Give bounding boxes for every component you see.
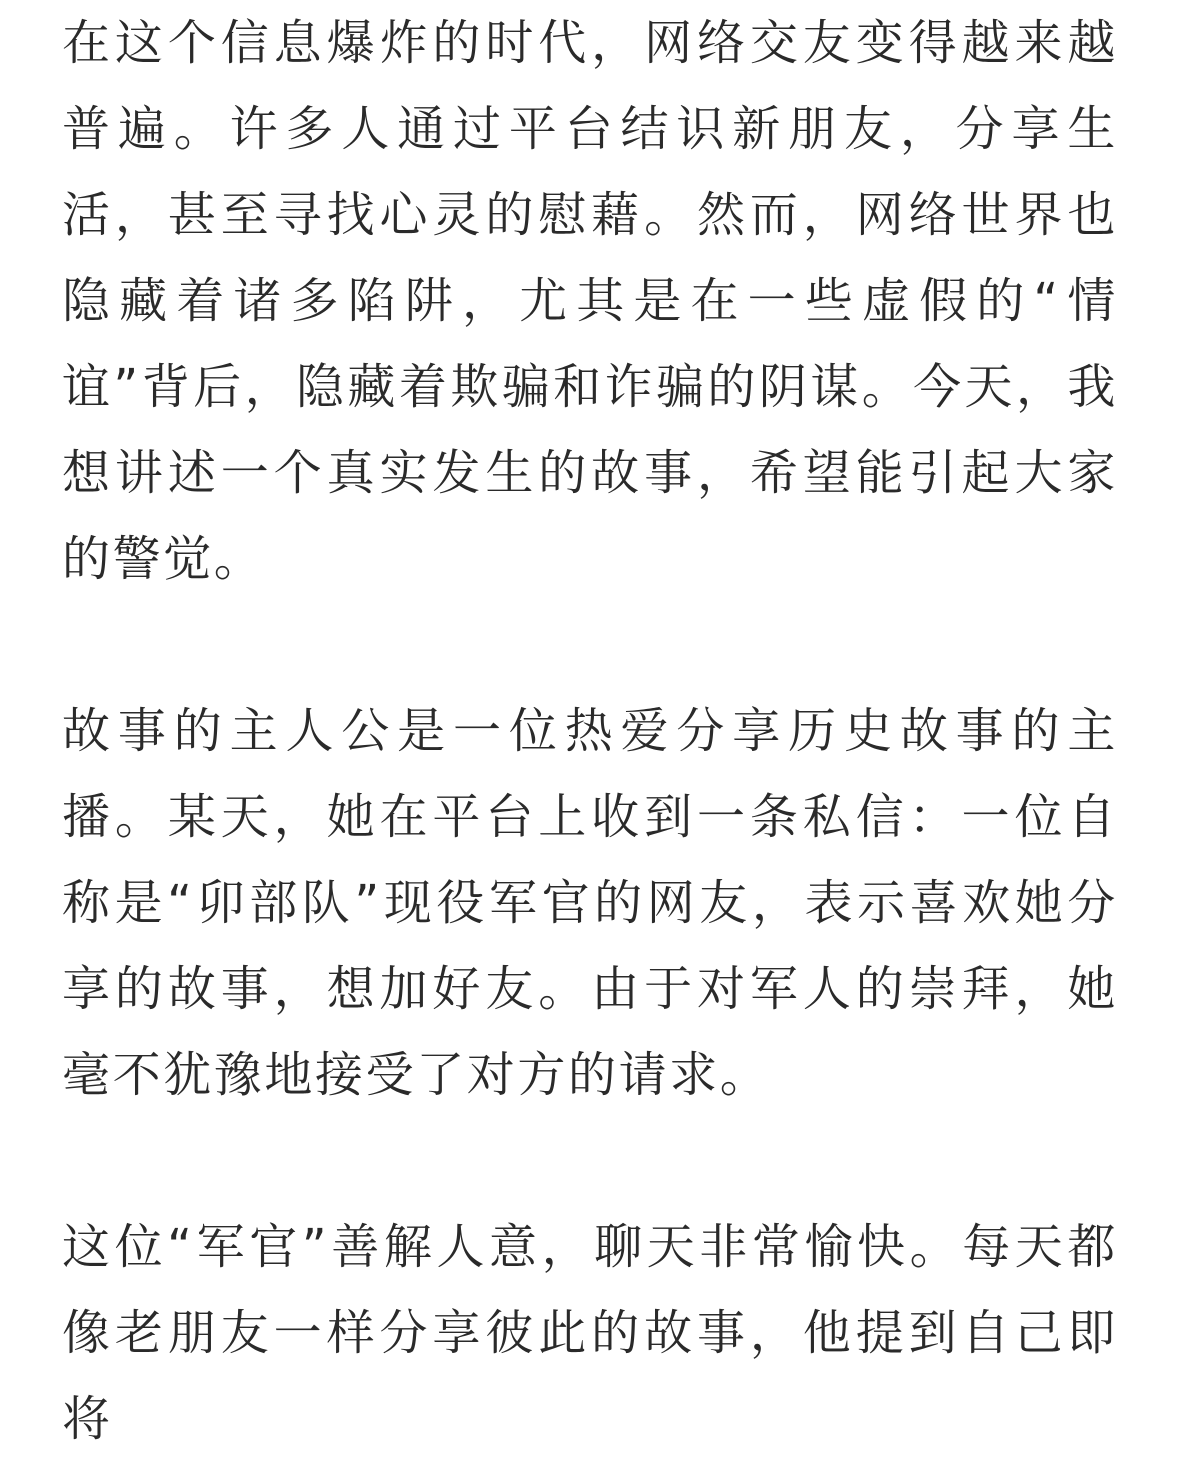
article-paragraph-officer: 这位“军官”善解人意，聊天非常愉快。每天都像老朋友一样分享彼此的故事，他提到自己即将 bbox=[62, 1219, 1118, 1447]
article-paragraph-protagonist: 故事的主人公是一位热爱分享历史故事的主播。某天，她在平台上收到一条私信：一位自称是“卯部队”现役军官的网友，表示喜欢她分享的故事，想加好友。由于对军人的崇拜，她毫不犹豫地接受了对方的请求。 bbox=[62, 703, 1118, 1103]
article-body bbox=[62, 0, 1118, 1462]
article-paragraph-intro: 在这个信息爆炸的时代，网络交友变得越来越普遍。许多人通过平台结识新朋友，分享生活，甚至寻找心灵的慰藉。然而，网络世界也隐藏着诸多陷阱，尤其是在一些虚假的“情谊”背后，隐藏着欺骗和诈骗的阴谋。今天，我想讲述一个真实发生的故事，希望能引起大家的警觉。 bbox=[62, 15, 1119, 587]
